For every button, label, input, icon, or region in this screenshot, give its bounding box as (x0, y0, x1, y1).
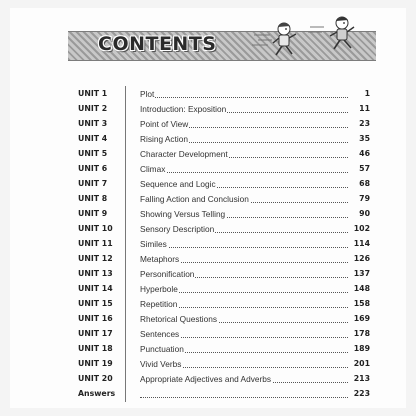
unit-topic: Appropriate Adjectives and Adverbs (140, 371, 272, 387)
unit-number: UNIT 13 (78, 269, 113, 278)
unit-number: UNIT 6 (78, 164, 108, 173)
table-of-contents (74, 86, 370, 406)
unit-topic: Plot (140, 86, 155, 102)
toc-entry[interactable] (74, 371, 370, 387)
page-number: 148 (353, 281, 370, 297)
toc-entry[interactable] (74, 206, 370, 222)
page-number: 178 (353, 326, 370, 342)
page-number: 126 (353, 251, 370, 267)
unit-number: UNIT 20 (78, 374, 113, 383)
unit-number: UNIT 19 (78, 359, 113, 368)
toc-entry[interactable] (74, 86, 370, 102)
unit-number: UNIT 15 (78, 299, 113, 308)
toc-entry[interactable] (74, 311, 370, 327)
page-number: 189 (353, 341, 370, 357)
page-number: 11 (358, 101, 370, 117)
toc-entry[interactable] (74, 266, 370, 282)
unit-topic: Sensory Description (140, 221, 215, 237)
unit-number: UNIT 9 (78, 209, 108, 218)
dot-leader (140, 397, 348, 398)
dot-leader (140, 172, 348, 173)
contents-page (10, 8, 406, 408)
page-number: 1 (364, 86, 370, 102)
unit-topic: Metaphors (140, 251, 180, 267)
unit-topic: Punctuation (140, 341, 185, 357)
toc-entry[interactable] (74, 116, 370, 132)
unit-number: UNIT 18 (78, 344, 113, 353)
page-number: 223 (353, 386, 370, 402)
toc-entry[interactable] (74, 176, 370, 192)
page-number: 35 (358, 131, 370, 147)
toc-entry[interactable] (74, 326, 370, 342)
dot-leader (140, 247, 348, 248)
page-number: 90 (358, 206, 370, 222)
page-number: 213 (353, 371, 370, 387)
toc-entry[interactable] (74, 101, 370, 117)
page-number: 23 (358, 116, 370, 132)
unit-topic: Similes (140, 236, 168, 252)
toc-entry[interactable] (74, 221, 370, 237)
unit-number: UNIT 14 (78, 284, 113, 293)
unit-number: UNIT 4 (78, 134, 108, 143)
unit-number: UNIT 11 (78, 239, 113, 248)
kid-runner-right (330, 17, 354, 49)
page-number: 169 (353, 311, 370, 327)
toc-entry[interactable] (74, 161, 370, 177)
toc-entry[interactable] (74, 146, 370, 162)
page-number: 201 (353, 356, 370, 372)
unit-topic: Sentences (140, 326, 180, 342)
toc-entry[interactable] (74, 296, 370, 312)
toc-entry[interactable] (74, 281, 370, 297)
answers-label: Answers (78, 389, 116, 398)
unit-number: UNIT 5 (78, 149, 108, 158)
toc-entry[interactable] (74, 341, 370, 357)
unit-number: UNIT 8 (78, 194, 108, 203)
toc-entry[interactable] (74, 251, 370, 267)
page-number: 137 (353, 266, 370, 282)
toc-entry[interactable] (74, 236, 370, 252)
page-number: 79 (358, 191, 370, 207)
unit-number: UNIT 17 (78, 329, 113, 338)
unit-number: UNIT 12 (78, 254, 113, 263)
unit-topic: Hyperbole (140, 281, 179, 297)
unit-number: UNIT 16 (78, 314, 113, 323)
unit-topic: Point of View (140, 116, 189, 132)
toc-entry[interactable] (74, 356, 370, 372)
toc-entry-answers[interactable] (74, 386, 370, 402)
unit-topic: Sequence and Logic (140, 176, 217, 192)
unit-number: UNIT 3 (78, 119, 108, 128)
unit-number: UNIT 7 (78, 179, 108, 188)
unit-topic: Personification (140, 266, 195, 282)
unit-number: UNIT 2 (78, 104, 108, 113)
unit-number: UNIT 1 (78, 89, 108, 98)
unit-topic: Rhetorical Questions (140, 311, 218, 327)
page-number: 68 (358, 176, 370, 192)
unit-topic: Vivid Verbs (140, 356, 182, 372)
unit-topic: Character Development (140, 146, 229, 162)
running-kids-illustration (250, 13, 370, 63)
unit-topic: Falling Action and Conclusion (140, 191, 250, 207)
dot-leader (140, 97, 348, 98)
page-number: 46 (358, 146, 370, 162)
kid-runner-left (273, 23, 296, 55)
page-number: 158 (353, 296, 370, 312)
unit-number: UNIT 10 (78, 224, 113, 233)
page-title: CONTENTS (98, 33, 217, 55)
unit-topic: Repetition (140, 296, 178, 312)
toc-entry[interactable] (74, 131, 370, 147)
page-number: 57 (358, 161, 370, 177)
page-number: 114 (353, 236, 370, 252)
unit-topic: Introduction: Exposition (140, 101, 227, 117)
unit-topic: Climax (140, 161, 166, 177)
unit-topic: Showing Versus Telling (140, 206, 226, 222)
unit-topic: Rising Action (140, 131, 189, 147)
toc-entry[interactable] (74, 191, 370, 207)
page-number: 102 (353, 221, 370, 237)
